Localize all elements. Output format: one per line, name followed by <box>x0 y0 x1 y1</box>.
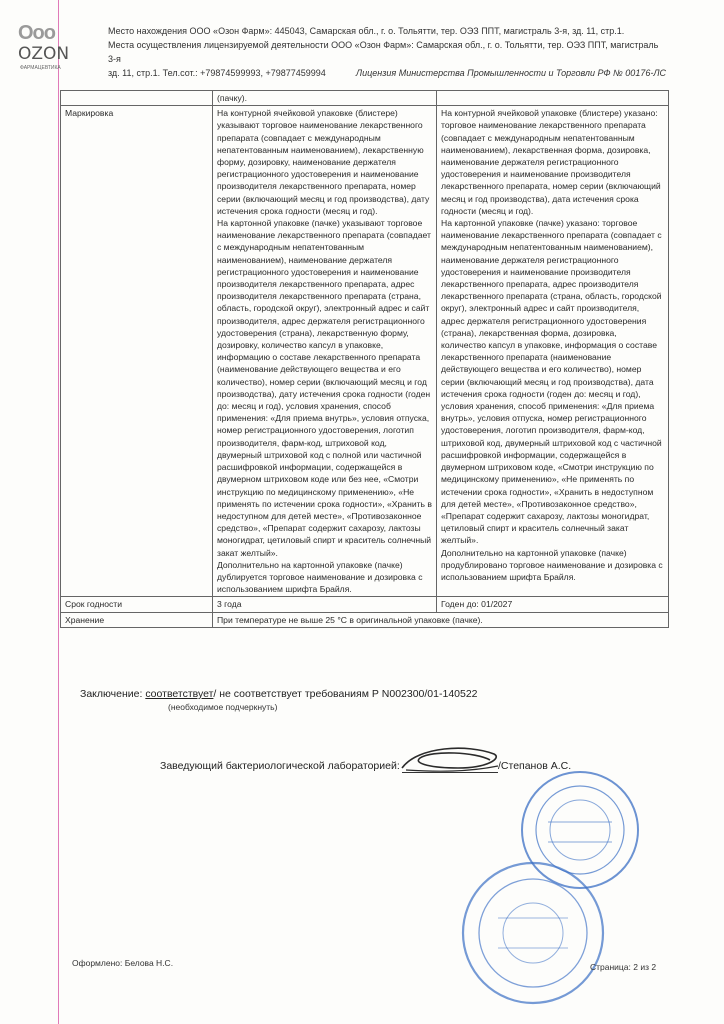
storage-label: Хранение <box>61 612 213 627</box>
conclusion-selected: соответствует <box>145 688 214 700</box>
table-row <box>61 597 669 612</box>
logo-brand: OZON <box>18 44 70 64</box>
header-line-1: Место нахождения ООО «Озон Фарм»: 445043, Самарская обл., г. о. Тольятти, тер. ОЭЗ ППТ, магистраль 3-я, зд. 11, стр.1. <box>108 26 625 36</box>
page-number: Страница: 2 из 2 <box>590 962 657 972</box>
table-row <box>61 106 669 597</box>
company-logo <box>16 22 96 74</box>
marking-requirement-cell <box>213 106 437 597</box>
signer-name: /Степанов А.С. <box>498 760 572 772</box>
conclusion <box>80 688 478 700</box>
header-line-3: зд. 11, стр.1. Тел.сот.: +79874599993, +79877459994 <box>108 68 326 78</box>
marking-requirement-carton: На картонной упаковке (пачке) указывают торговое наименование лекарственного препарата (совпадает с международным непатентованным наименованием), наименование держателя регистрационного удостоверения и наименование производителя лекарственного препарата, адрес производителя лекарственного препарата (страна, область, городской округ), электронный адрес и сайт производителя, адрес держателя регистрационного удостоверения (страна), лекарственную форму, дозировку, количество капсул в упаковке, информацию о составе лекарственного препарата (наименование действующего вещества и его количество), номер серии (включающий месяц и год производства), дату истечения срока годности (годен до: месяц и год), условия хранения, способ применения: «Для приема внутрь», условия отпуска, номер регистрационного удостоверения, логотип производителя, фарм-код, штриховой код, двумерный штриховой код с полной или частичной расшифровкой информации, содержащейся в двумерном штриховом коде или без нее, «Смотри инструкцию по медицинскому применению», «Не применять по истечении срока годности», «Хранить в недоступном для детей месте», «Противозаконное средство», «Препарат содержит сахарозу, лактозы моногидрат, цетиловый спирт и краситель солнечный закат желтый». <box>217 218 432 558</box>
prepared-by: Оформлено: Белова Н.С. <box>72 958 174 968</box>
signature-line <box>402 772 498 773</box>
marking-result-blister: На контурной ячейковой упаковке (блистере) указано: торговое наименование лекарственного препарата (совпадает с международным непатентованным наименованием), лекарственная форма, дозировка, наименование держателя регистрационного удостоверения и наименование производителя лекарственного препарата, номер серии (включающий месяц и год производства), дата истечения срока годности (месяц и год). <box>441 108 661 216</box>
signature-icon <box>398 742 502 776</box>
company-stamp-icon <box>458 858 608 1008</box>
header-line-2: Места осуществления лицензируемой деятельности ООО «Озон Фарм»: Самарская обл., г. о. Тольятти, тер. ОЭЗ ППТ, магистраль 3-я <box>108 40 659 64</box>
specification-table <box>60 90 669 628</box>
conclusion-note: (необходимое подчеркнуть) <box>168 702 278 712</box>
shelf-life-result: Годен до: 01/2027 <box>437 597 669 612</box>
table-row <box>61 91 669 106</box>
shelf-life-requirement: 3 года <box>213 597 437 612</box>
marking-result-cell <box>437 106 669 597</box>
license-line: Лицензия Министерства Промышленности и Торговли РФ № 00176-ЛС <box>355 68 666 78</box>
conclusion-prefix: Заключение: <box>80 688 146 700</box>
fragment-cell: (пачку). <box>213 91 437 106</box>
table-row <box>61 612 669 627</box>
marking-result-carton: На картонной упаковке (пачке) указано: торговое наименование лекарственного препарата (совпадает с международным непатентованным наименованием), наименование держателя регистрационного удостоверения и наименование производителя лекарственного препарата, адрес производителя лекарственного препарата (страна, область, городской округ), электронный адрес и сайт производителя, адрес держателя регистрационного удостоверения (страна), лекарственная форма, дозировка, количество капсул в упаковке, информация о составе лекарственного препарата (наименование действующего вещества и его количество), номер серии (включающий месяц и год производства), дата истечения срока годности (годен до: месяц и год), условия хранения, способ применения: «Для приема внутрь», условия отпуска, номер регистрационного удостоверения, логотип производителя, фарм-код, штриховой код, двумерный штриховой код с частичной расшифровкой информации, содержащейся в двумерном штриховом коде, «Смотри инструкцию по медицинскому применению», «Не применять по истечении срока годности», «Хранить в недоступном для детей месте», «Противозаконное средство», «Препарат содержит сахарозу, лактозы моногидрат, цетиловый спирт и краситель солнечный закат желтый». <box>441 218 662 546</box>
conclusion-rest: / не соответствует требованиям Р N002300/01-140522 <box>213 688 478 700</box>
margin-line <box>58 0 59 1024</box>
marking-label: Маркировка <box>61 106 213 597</box>
storage-value: При температуре не выше 25 °С в оригинальной упаковке (пачке). <box>213 612 669 627</box>
signer-title: Заведующий бактериологической лабораторией: <box>160 760 400 772</box>
marking-requirement-blister: На контурной ячейковой упаковке (блистере) указывают торговое наименование лекарственного препарата (совпадает с международным непатентованным наименованием), лекарственную форму, дозировку, наименование держателя регистрационного удостоверения и наименование производителя лекарственного препарата, номер серии (включающий месяц и год производства), дату истечения срока годности (месяц и год). <box>217 108 430 216</box>
marking-result-braille: Дополнительно на картонной упаковке (пачке) продублировано торговое наименование и дозировка с использованием шрифта Брайля. <box>441 547 663 582</box>
shelf-life-label: Срок годности <box>61 597 213 612</box>
logo-subtitle: ФАРМАЦЕВТИКА <box>20 65 61 71</box>
logo-mark-icon: Ooo <box>18 22 55 44</box>
marking-requirement-braille: Дополнительно на картонной упаковке (пачке) дублируется торговое наименование и дозировка с использованием шрифта Брайля. <box>217 559 423 595</box>
